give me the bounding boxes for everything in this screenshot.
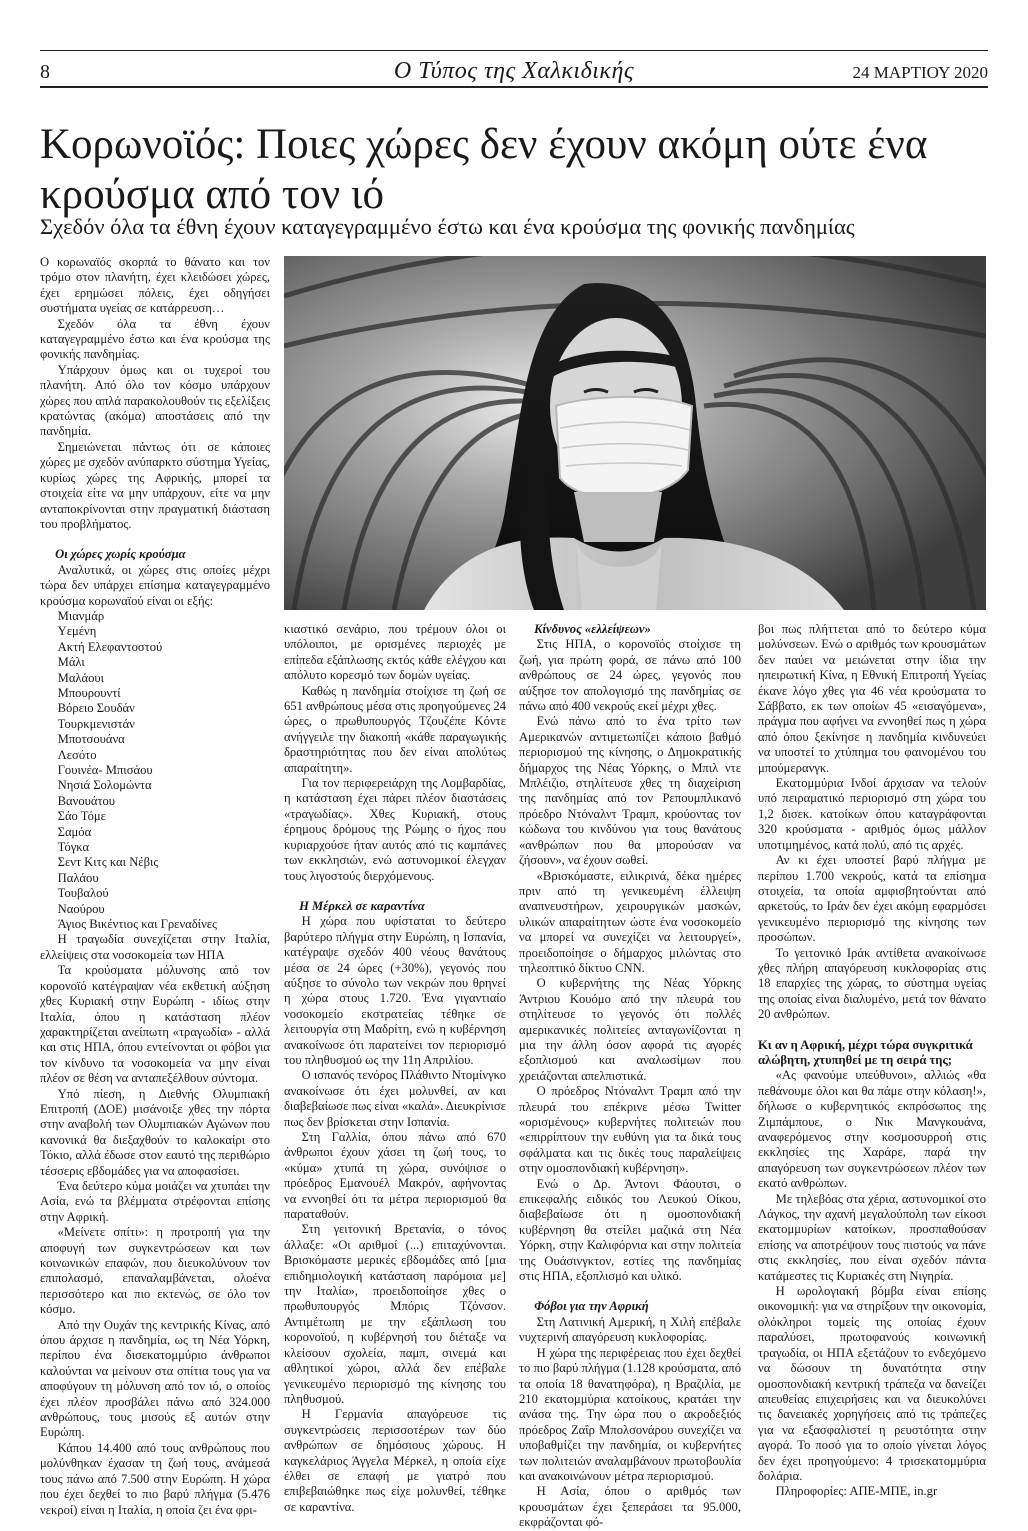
- paragraph: Στη Γαλλία, όπου πάνω από 670 άνθρωποι έχουν χάσει τη ζωή τους, το «κύμα» χτυπά τη χώρα, συνόψισε ο πρόεδρος Εμανουέλ Μακρόν, αφήνοντας να εννοηθεί ότι τα μέτρα περιορισμού θα παραταθούν.: [284, 1130, 506, 1222]
- paragraph: «Μείνετε σπίτι»: η προτροπή για την αποφυγή των συγκεντρώσεων και των κοινωνικών επαφών, που διευκολύνουν τον επιπολασμό, επαναλαμβάνεται, ολοένα περισσότερο και πιο εκτενώς, σε όλο τον κόσμο.: [40, 1225, 270, 1317]
- paragraph: Από την Ουχάν της κεντρικής Κίνας, από όπου άρχισε η πανδημία, ως τη Νέα Υόρκη, περίπου ένα δισεκατομμύριο άνθρωποι καλούνται να μείνουν στα σπίτια τους για να αποφύγουν τη μόλυνση από τον ιό, ο οποίος έχει πλέον προσβάλει πάνω από 324.000 ανθρώπους, τους μισούς εξ αυτών στην Ευρώπη.: [40, 1317, 270, 1440]
- page-header: [40, 50, 988, 90]
- paragraph: Ο πρόεδρος Ντόναλντ Τραμπ από την πλευρά του επέκρινε μέσω Twitter «ορισμένους» κυβερνήτες πολιτειών που «επιρρίπτουν την ευθύνη για τα δικά τους σφάλματα και τις δικές τους παραλείψεις στην ομοσπονδιακή κυβέρνηση».: [519, 1084, 741, 1176]
- paragraph: «Βρισκόμαστε, ειλικρινά, δέκα ημέρες πριν από τη γενικευμένη έλλειψη αναπνευστήρων, χειρουργικών μασκών, υλικών απαραίτητων ώστε ένα νοσοκομείο να μπορεί να συνεχίζει να λειτουργεί», προειδοποίησε ο δήμαρχος μιλώντας στο τηλεοπτικό δίκτυο CNN.: [519, 868, 741, 975]
- country-item: Ναούρου: [57, 901, 105, 916]
- country-item: Γουινέα- Μπισάου: [57, 763, 153, 777]
- country-item: Σάο Τόμε: [57, 809, 106, 824]
- paragraph: Για τον περιφερειάρχη της Λομβαρδίας, η κατάσταση έχει πάρει πλέον διαστάσεις «τραγωδίας». Χθες Κυριακή, στους έρημους δρόμους της Ρώμης ο ήχος που κυριαρχούσε ήταν αυτός από τις καμπάνες των εκκλησιών, ενώ αστυνομικοί έλεγχαν τους λιγοστούς διερχόμενους.: [284, 776, 506, 883]
- paragraph: Στη γειτονική Βρετανία, ο τόνος άλλαξε: «Οι αριθμοί (...) επιταχύνονται. Βρισκόμαστε μερικές εβδομάδες από [μια επιδημιολογική κατάσταση παρόμοια με] την Ιταλία», προειδοποίησε χθες ο πρωθυπουργός Μπόρις Τζόνσον. Αντιμέτωπη με την εξάπλωση του κορονοϊού, η κυβέρνησή του διέταξε να κλείσουν σχολεία, παμπ, σινεμά και αθλητικοί χώροι, αλλά δεν επέβαλε γενικευμένο περιορισμό της κίνησης του πληθυσμού.: [284, 1222, 506, 1406]
- article-column-2: [284, 622, 506, 1515]
- paragraph: Ο ισπανός τενόρος Πλάθιντο Ντομίνγκο ανακοίνωσε ότι έχει μολυνθεί, αν και διαβεβαίωσε πως είναι «καλά». Διευκρίνισε πως δεν βρίσκεται στην Ισπανία.: [284, 1068, 506, 1129]
- country-item: Νησιά Σολομώντα: [57, 778, 152, 793]
- country-item: Υεμένη: [57, 624, 97, 639]
- paragraph: Στη Λατινική Αμερική, η Χιλή επέβαλε νυχτερινή απαγόρευση κυκλοφορίας.: [519, 1314, 741, 1345]
- paragraph: Σημειώνεται πάντως ότι σε κάποιες χώρες με σχεδόν ανύπαρκτο σύστημα Υγείας, κυρίως χώρες της Αφρικής, μπορεί τα στοιχεία είτε να μην υπάρχουν, είτε να μην ανταποκρίνονται στην πραγματική διάσταση του προβλήματος.: [40, 439, 270, 531]
- paragraph: Η Ασία, όπου ο αριθμός των κρουσμάτων έχει ξεπεράσει τα 95.000, εκφράζονται φό-: [519, 1484, 741, 1530]
- paragraph: Με τηλεβόας στα χέρια, αστυνομικοί στο Λάγκος, την αχανή μεγαλούπολη των είκοσι εκατομμυρίων κατοίκων, προσπαθούσαν επίσης να αποτρέψουν τους πιστούς να πάνε στις εκκλησίες, που είναι σχεδόν πάντα κατάμεστες τις Κυριακές στη Νιγηρία.: [758, 1191, 986, 1283]
- paragraph: κιαστικό σενάριο, που τρέμουν όλοι οι υπόλοιποι, με ορισμένες περιοχές με επίπεδα εξάπλωσης εκτός κάθε ελέγχου και απόλυτο κορεσμό των δομών υγείας.: [284, 622, 506, 683]
- newspaper-title: Ο Τύπος της Χαλκιδικής: [393, 58, 635, 84]
- section-title: Η Μέρκελ σε καραντίνα: [299, 898, 425, 913]
- article-subtitle: Σχεδόν όλα τα έθνη έχουν καταγεγραμμένο έστω και ένα κρούσμα της φονικής πανδημίας: [40, 214, 855, 239]
- article-column-3: [519, 622, 741, 1531]
- paragraph: Ένα δεύτερο κύμα μοιάζει να χτυπάει την Ασία, ενώ τα βλέμματα στρέφονται επίσης στην Αφρική.: [40, 1178, 270, 1224]
- country-item: Άγιος Βικέντιος και Γρεναδίνες: [57, 917, 218, 932]
- country-item: Τόγκα: [57, 840, 90, 855]
- intro-block: [40, 255, 270, 532]
- paragraph: βοι πως πλήττεται από το δεύτερο κύμα μολύνσεων. Ενώ ο αριθμός των κρουσμάτων δεν παύει να μειώνεται στην ίδια την ηπειρωτική Κίνα, η Εθνική Επιτροπή Υγείας έκανε λόγο χθες για 46 νέα κρούσματα το Σάββατο, εκ των οποίων 45 «εισαγόμενα», πράγμα που αφήνει να εννοηθεί πως η χώρα από όπου ξεκίνησε η πανδημία κινδυνεύει να υποστεί το χτύπημα του φαινομένου του μπούμερανγκ.: [758, 622, 986, 775]
- paragraph: Η Γερμανία απαγόρευσε τις συγκεντρώσεις περισσοτέρων των δύο ανθρώπων σε δημόσιους χώρους. Η καγκελάριος Άγγελα Μέρκελ, η οποία είχε έλθει σε επαφή με γιατρό που επιβεβαιώθηκε πως είχε μολυνθεί, τέθηκε σε καραντίνα.: [284, 1407, 506, 1514]
- article-column-1: [40, 255, 270, 1518]
- country-item: Μάλι: [57, 655, 85, 670]
- country-item: Μποτσουάνα: [57, 732, 125, 747]
- country-item: Βανουάτου: [57, 793, 116, 808]
- paragraph: Σχεδόν όλα τα έθνη έχουν καταγεγραμμένο έστω και ένα κρούσμα της φονικής πανδημίας.: [40, 316, 270, 362]
- paragraph: Ο κυβερνήτης της Νέας Υόρκης Άντριου Κουόμο από την πλευρά του στηλίτευσε το γεγονός ότι πολλές αμερικανικές πολιτείες ανταγωνίζονται η μια την άλλη όσον αφορά τις αγορές εξοπλισμού και αναλωσίμων που χρειάζονται απελπιστικά.: [519, 976, 741, 1083]
- article-headline: Κορωνοϊός: Ποιες χώρες δεν έχουν ακόμη ούτε ένα κρούσμα από τον ιό: [40, 121, 928, 218]
- source-credit: Πληροφορίες: ΑΠΕ-ΜΠΕ, in.gr: [775, 1484, 938, 1499]
- article-column-4: [758, 622, 986, 1500]
- paragraph: «Ας φανούμε υπεύθυνοι», αλλιώς «θα πεθάνουμε όλοι και θα πάμε στην κόλαση!», δήλωσε ο κυβερνητικός εκπρόσωπος της Ζιμπάμπουε, ο Νικ Μανγκουάνα, αναφερόμενος στην κοσμοσυρροή στις εκκλησίες της Χαράρε, παρά την απαγόρευση των συγκεντρώσεων πλέον των εκατό ανθρώπων.: [758, 1068, 986, 1191]
- paragraph: Τα κρούσματα μόλυνσης από τον κορονοϊό κατέγραψαν νέα εκθετική αύξηση χθες Κυριακή στην Ευρώπη - ιδίως στην Ιταλία, όπου η κατάσταση πλέον χαρακτηρίζεται ανείπωτη «τραγωδία» - αλλά και στις ΗΠΑ, όπου εντείνονται οι φόβοι για τον κίνδυνο τα νοσοκομεία να μην είναι πλέον σε θέση να ανταπεξέλθουν σύντομα.: [40, 963, 270, 1086]
- paragraph: Υπό πίεση, η Διεθνής Ολυμπιακή Επιτροπή (ΔΟΕ) μισάνοιξε χθες την πόρτα στην αναβολή των Ολυμπιακών Αγώνων που κανονικά θα διεξαχθούν το καλοκαίρι στο Τόκιο, αλλά έδωσε στον εαυτό της περιθώριο τέσσερις εβδομάδες για να αποφασίσει.: [40, 1086, 270, 1178]
- section-title: Φόβοι για την Αφρική: [534, 1299, 649, 1314]
- paragraph: Αν κι έχει υποστεί βαρύ πλήγμα με περίπου 1.700 νεκρούς, κατά τα επίσημα στοιχεία, τα οποία αμφισβητούνται από αρκετούς, το Ιράν δεν έχει ακόμη εφαρμόσει γενικευμένο περιορισμό της κίνησης των προσώπων.: [758, 853, 986, 945]
- page-number: 8: [40, 61, 50, 83]
- paragraph: Ενώ ο Δρ. Άντονι Φάουτσι, ο επικεφαλής ειδικός του Λευκού Οίκου, διαβεβαίωσε ότι η ομοσπονδιακή κυβέρνηση θα στείλει μαζικά στη Νέα Υόρκη, στην Καλιφόρνια και στην πολιτεία της Ουάσινγκτον, εστίες της πανδημίας στις ΗΠΑ, εξοπλισμό και υλικό.: [519, 1176, 741, 1284]
- paragraph: Καθώς η πανδημία στοίχισε τη ζωή σε 651 ανθρώπους μέσα στις προηγούμενες 24 ώρες, ο πρωθυπουργός Τζουζέπε Κόντε ανήγγειλε την διακοπή «κάθε παραγωγικής δραστηριότητας που δεν είναι απολύτως απαραίτητη».: [284, 683, 506, 775]
- header-top-rule: [40, 50, 988, 51]
- paragraph: Υπάρχουν όμως και οι τυχεροί του πλανήτη. Από όλο τον κόσμο υπάρχουν χώρες που απλά παρακολουθούν τις εξελίξεις κρατώντας (ακόμα) αποστάσεις από την πανδημία.: [40, 362, 270, 439]
- issue-date: 24 ΜΑΡΤΙΟΥ 2020: [852, 63, 988, 82]
- country-list: [40, 609, 270, 933]
- paragraph: Στις ΗΠΑ, ο κορονοϊός στοίχισε τη ζωή, για πρώτη φορά, σε πάνω από 100 ανθρώπους σε 24 ώρες, γεγονός που αύξησε τον απολογισμό της πανδημίας σε πάνω από 400 νεκρούς εκεί μέχρι χθες.: [519, 637, 741, 714]
- paragraph: Κάπου 14.400 από τους ανθρώπους που μολύνθηκαν έχασαν τη ζωή τους, ανάμεσά τους πάνω από 7.500 στην Ευρώπη. Η χώρα που έχει δεχθεί το πιο βαρύ πλήγμα (5.476 νεκροί) είναι η Ιταλία, η οποία ζει ένα φρι-: [40, 1440, 270, 1517]
- country-item: Τουβαλού: [57, 886, 109, 901]
- photo-illustration: [284, 256, 986, 610]
- country-item: Παλάου: [57, 870, 99, 885]
- country-item: Μαλάουι: [57, 670, 105, 685]
- country-item: Σαμόα: [57, 824, 92, 839]
- woman-wearing-face-mask-photo: [284, 256, 986, 610]
- country-item: Σεντ Κιτς και Νέβις: [57, 855, 159, 870]
- paragraph: Η ωρολογιακή βόμβα είναι επίσης οικονομική: για να στηρίξουν την οικονομία, ολόκληροι τομείς της οποίας έχουν παραλύσει, πρωτοφανούς κοινωνική τραγωδία, οι ΗΠΑ εξετάζουν το ενδεχόμενο να δώσουν τη δυνατότητα στην ομοσπονδιακή κεντρική τράπεζα να δανείζει απευθείας επιχειρήσεις και να διευκολύνει τις δανειακές χορηγήσεις από τις τράπεζες για να εξασφαλιστεί η ρευστότητα στην αγορά. Το ποσό για το οποίο γίνεται λόγος δεν έχει προηγούμενο: 4 τρισεκατομμύρια δολάρια.: [758, 1284, 986, 1483]
- country-item: Τουρκμενιστάν: [57, 716, 135, 731]
- country-item: Ακτή Ελεφαντοστού: [57, 639, 163, 654]
- section-title: Κίνδυνος «ελλείψεων»: [534, 622, 651, 636]
- country-item: Βόρειο Σουδάν: [57, 701, 135, 716]
- section-title: Κι αν η Αφρική, μέχρι τώρα συγκριτικά αλώβητη, χτυπηθεί με τη σειρά της;: [758, 1037, 973, 1067]
- paragraph: Η χώρα που υφίσταται το δεύτερο βαρύτερο πλήγμα στην Ευρώπη, η Ισπανία, κατέγραψε σχεδόν 400 νέους θανάτους μέσα σε 24 ώρες (+30%), γεγονός που αύξησε το σύνολο των νεκρών που θρηνεί η χώρα στους 1.720. Ένα γιγαντιαίο νοσοκομείο εκστρατείας τέθηκε σε λειτουργία στη Μαδρίτη, ενώ η κυβέρνηση ανακοίνωσε ότι παρατείνει τον περιορισμό του πληθυσμού ως την 11η Απριλίου.: [284, 914, 506, 1067]
- paragraph: Εκατομμύρια Ινδοί άρχισαν να τελούν υπό πειραματικό περιορισμό στη χώρα του 1,2 δισεκ. κατοίκων όπου καταγράφονται 320 κρούσματα - αριθμός όμως μάλλον υποτιμημένος, κατά πολύ, από τις αρχές.: [758, 776, 986, 852]
- paragraph: Αναλυτικά, οι χώρες στις οποίες μέχρι τώρα δεν υπάρχει επίσημα καταγεγραμμένο κρούσμα κορωναϊού είναι οι εξής:: [40, 562, 270, 608]
- section-title: Οι χώρες χωρίς κρούσμα: [55, 547, 186, 562]
- paragraph: Ο κορωναϊός σκορπά το θάνατο και τον τρόμο στον πλανήτη, έχει κλειδώσει χώρες, έχει ερημώσει πόλεις, έχει οδηγήσει συστήματα υγείας σε κατάρρευση…: [40, 255, 270, 316]
- paragraph: Το γειτονικό Ιράκ αντίθετα ανακοίνωσε χθες πλήρη απαγόρευση κυκλοφορίας στις 18 επαρχίες της χώρας, το σύστημα υγείας της οποίας είναι διαλυμένο, μετά τον θάνατο 20 ανθρώπων.: [758, 945, 986, 1022]
- country-item: Μπουρουντί: [57, 685, 121, 700]
- country-item: Λεσότο: [57, 747, 97, 762]
- paragraph: Ενώ πάνω από το ένα τρίτο των Αμερικανών αντιμετωπίζει κάποιο βαθμό περιορισμού της κίνησης, ο Δημοκρατικής δήμαρχος της Νέας Υόρκης, ο Μπιλ ντε Μπλέιζιο, στηλίτευσε χθες τη διαχείριση της πανδημίας από τον Ρεπουμπλικανό πρόεδρο Ντόναλντ Τραμπ, κρούοντας τον κώδωνα του κινδύνου για τους θανάτους «ανθρώπων που θα μπορούσαν να ζήσουν», να έχουν σωθεί.: [519, 714, 741, 868]
- paragraph: Η χώρα της περιφέρειας που έχει δεχθεί το πιο βαρύ πλήγμα (1.128 κρούσματα, από τα οποία 18 θανατηφόρα), η Βραζιλία, με 210 εκατομμύρια κατοίκους, κρατάει την ανάσα της. Την ώρα που ο ακροδεξιός πρόεδρος Ζαΐρ Μπολσονάρου συνεχίζει να υποβαθμίζει την πανδημία, οι κυβερνήτες των πολιτειών αναλαμβάνουν πρωτοβουλία και ανακοινώνουν μέτρα περιορισμού.: [519, 1345, 741, 1483]
- paragraph: Η τραγωδία συνεχίζεται στην Ιταλία, ελλείψεις στα νοσοκομεία των ΗΠΑ: [40, 932, 270, 962]
- header-bottom-rule: [40, 86, 988, 88]
- country-item: Μιανμάρ: [57, 608, 105, 623]
